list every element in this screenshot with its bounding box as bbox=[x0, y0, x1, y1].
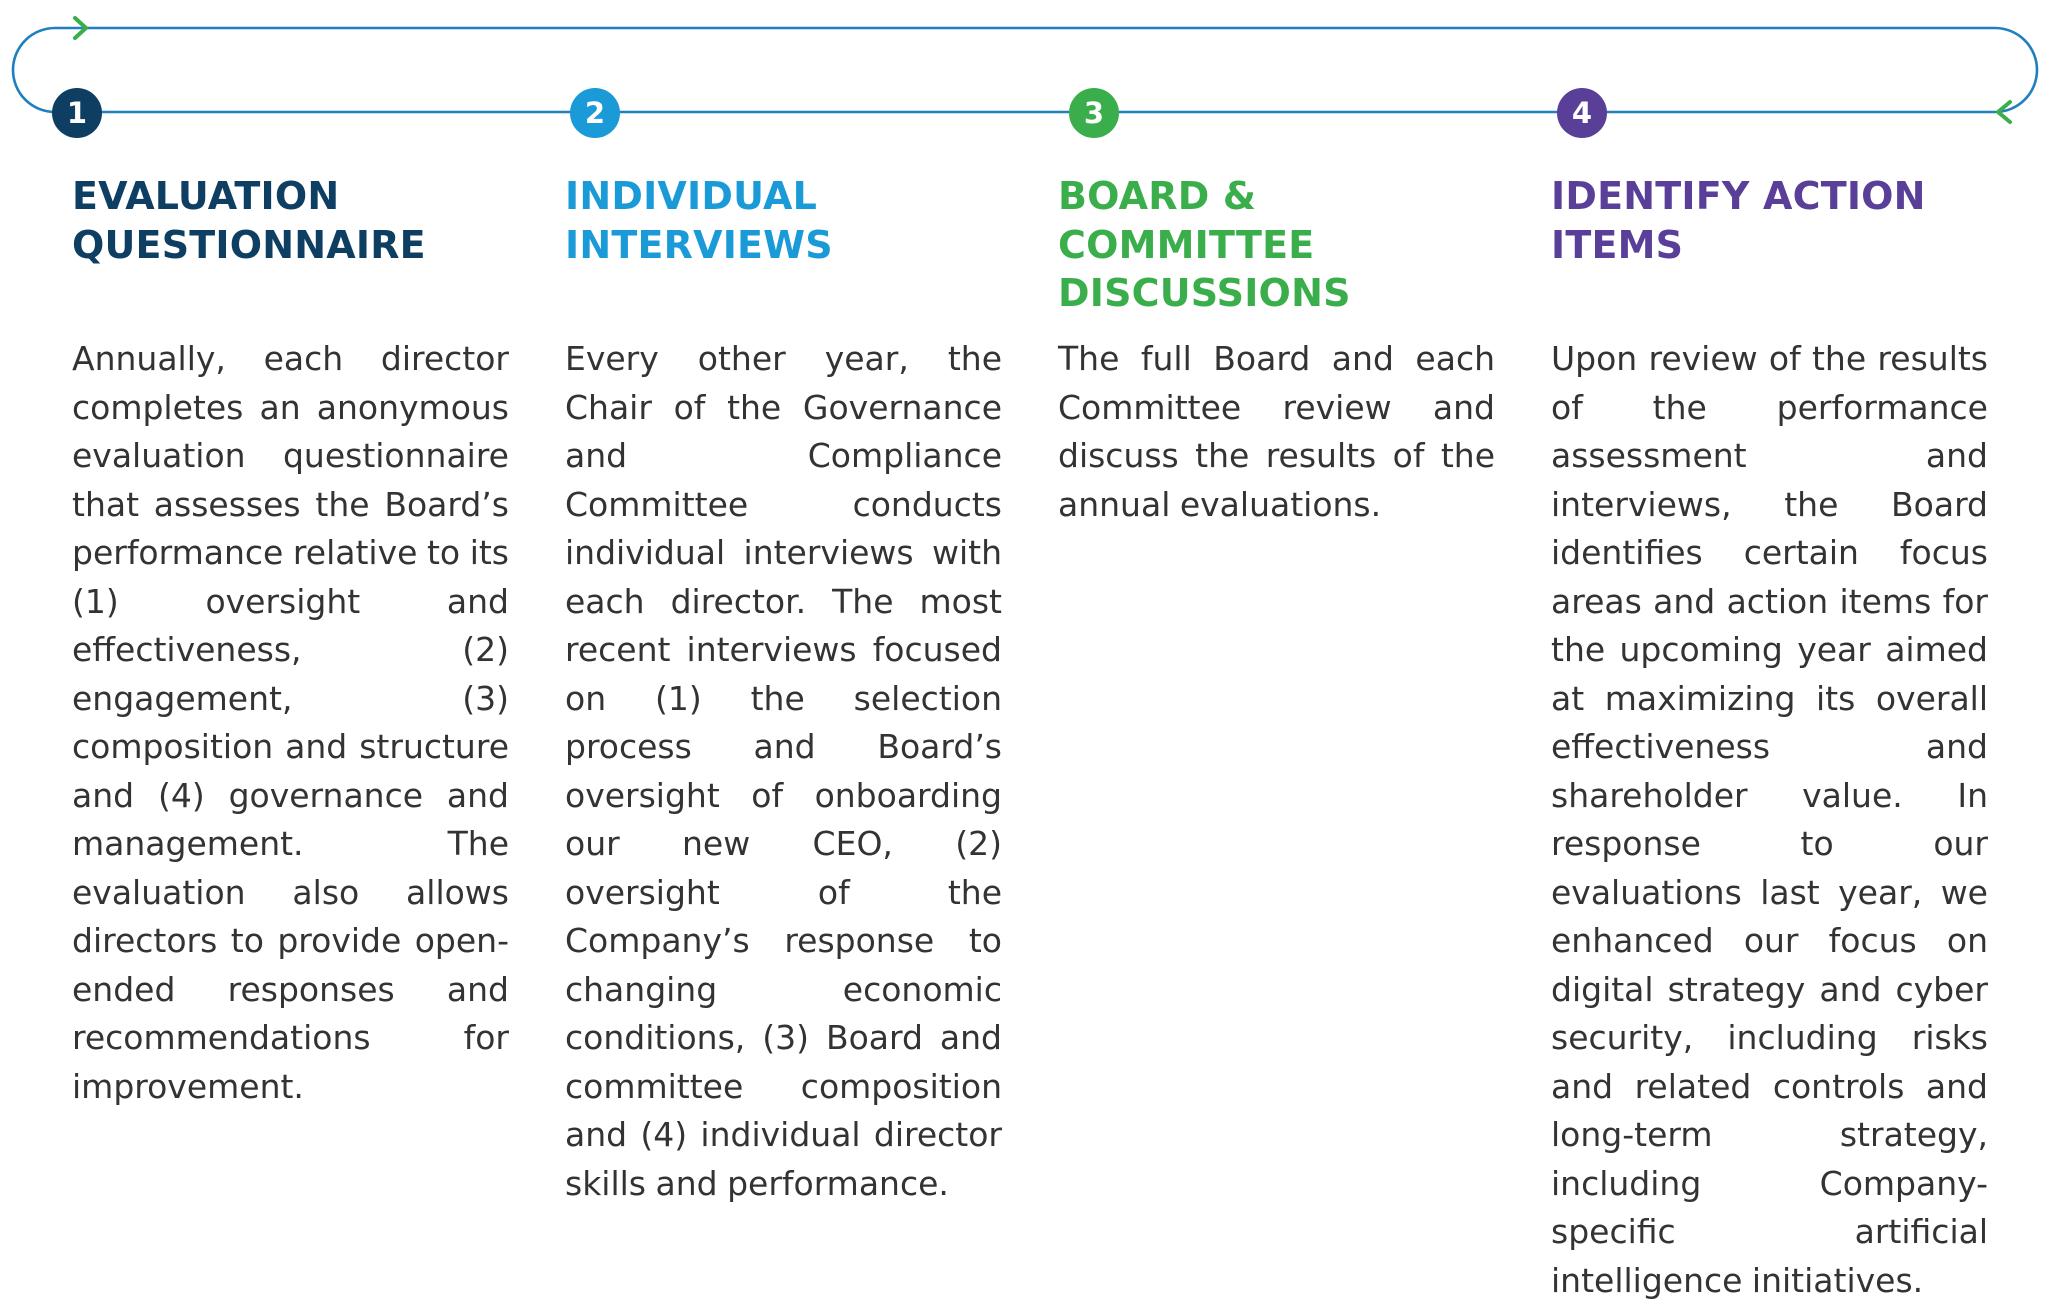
cycle-connector-line bbox=[0, 0, 2050, 160]
step-4-number-badge bbox=[1557, 88, 1607, 138]
connector-loop-path bbox=[13, 28, 2037, 112]
step-3-title-line-2: COMMITTEE bbox=[1058, 222, 1315, 267]
step-3-number-badge bbox=[1069, 88, 1119, 138]
step-2-number: 2 bbox=[584, 96, 606, 130]
step-1-description: Annually, each director completes an anonymous evaluation questionnaire that assesses the Board’s performance relative to its (1) oversight and effectiveness, (2) engagement, (3) composition and structure and (4) governance and management. The evaluation also allows directors to provide open-ended responses and recommendations for improvement. bbox=[72, 339, 509, 1106]
step-2-description: Every other year, the Chair of the Governance and Compliance Committee conducts individual interviews with each director. The most recent interviews focused on (1) the selection process and Board’s oversight of onboarding our new CEO, (2) oversight of the Company’s response to changing economic conditions, (3) Board and committee composition and (4) individual director skills and performance. bbox=[565, 339, 1002, 1203]
step-1-title-line-2: QUESTIONNAIRE bbox=[72, 222, 426, 267]
step-3-title-line-3: DISCUSSIONS bbox=[1058, 271, 1351, 315]
step-2-title bbox=[565, 172, 1045, 269]
step-1-number: 1 bbox=[66, 96, 88, 130]
step-2-title-line-1: INDIVIDUAL bbox=[565, 174, 818, 218]
step-2-title-line-2: INTERVIEWS bbox=[565, 222, 833, 267]
step-1-number-badge bbox=[52, 88, 102, 138]
step-4-description: Upon review of the results of the performance assessment and interviews, the Board identifies certain focus areas and action items for the upcoming year aimed at maximizing its overall effectiveness and shareholder value. In response to our evaluations last year, we enhanced our focus on digital strategy and cyber security, including risks and related controls and long-term strategy, including Company-specific artificial intelligence initiatives. bbox=[1551, 339, 1988, 1300]
step-4-title-line-2: ITEMS bbox=[1551, 222, 1684, 267]
step-1-title-line-1: EVALUATION bbox=[72, 174, 340, 218]
step-1-title bbox=[72, 172, 552, 269]
step-3-description: The full Board and each Committee review and discuss the results of the annual evaluations. bbox=[1058, 339, 1495, 524]
step-4-title bbox=[1551, 172, 2031, 269]
step-3-title-line-1: BOARD & bbox=[1058, 174, 1257, 218]
step-2-number-badge bbox=[570, 88, 620, 138]
step-3-number: 3 bbox=[1083, 96, 1105, 130]
step-4-title-line-1: IDENTIFY ACTION bbox=[1551, 174, 1926, 218]
step-4-number: 4 bbox=[1571, 96, 1593, 130]
step-3-title bbox=[1058, 172, 1538, 318]
